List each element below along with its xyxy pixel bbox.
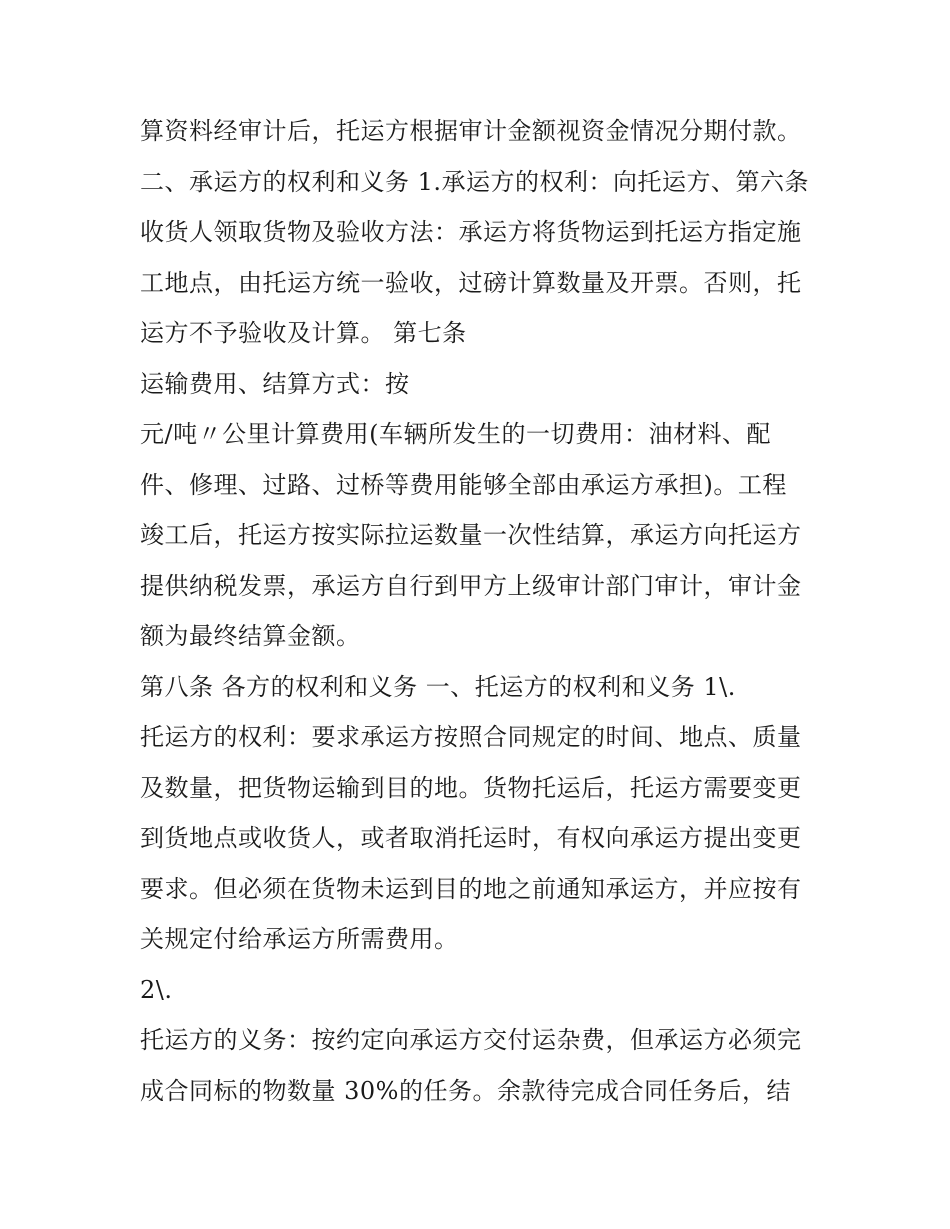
text-line: 竣工后，托运方按实际拉运数量一次性结算，承运方向托运方 [140,521,802,549]
text-line: 2\. [140,975,173,1004]
text-line: 到货地点或收货人，或者取消托运时，有权向承运方提出变更 [140,824,802,852]
text-line: 运方不予验收及计算。 第七条 [140,319,467,347]
text-line: 额为最终结算金额。 [140,622,361,650]
text-line: 工地点，由托运方统一验收，过磅计算数量及开票。否则，托 [140,268,802,297]
document-body [140,106,820,1116]
text-line: 件、修理、过路、过桥等费用能够全部由承运方承担)。工程 [140,470,787,499]
text-line: 托运方的权利：要求承运方按照合同规定的时间、地点、质量 [140,723,802,751]
text-line: 运输费用、结算方式：按 [140,369,410,398]
text-line: 要求。但必须在货物未运到目的地之前通知承运方，并应按有 [140,874,802,903]
text-line: 第八条 各方的权利和义务 一、托运方的权利和义务 1\. [140,672,736,701]
text-line: 算资料经审计后，托运方根据审计金额视资金情况分期付款。 [140,117,802,145]
text-line: 提供纳税发票，承运方自行到甲方上级审计部门审计，审计金 [140,571,802,600]
text-line: 关规定付给承运方所需费用。 [140,925,459,953]
text-line: 元/吨〃公里计算费用(车辆所发生的一切费用：油材料、配 [140,420,771,448]
text-line: 成合同标的物数量 30%的任务。余款待完成合同任务后，结 [140,1076,791,1105]
text-line: 及数量，把货物运输到目的地。货物托运后，托运方需要变更 [140,773,802,802]
text-line: 二、承运方的权利和义务 1.承运方的权利：向托运方、第六条 [140,167,810,196]
text-line: 收货人领取货物及验收方法：承运方将货物运到托运方指定施 [140,218,802,246]
text-line: 托运方的义务：按约定向承运方交付运杂费，但承运方必须完 [140,1026,802,1054]
